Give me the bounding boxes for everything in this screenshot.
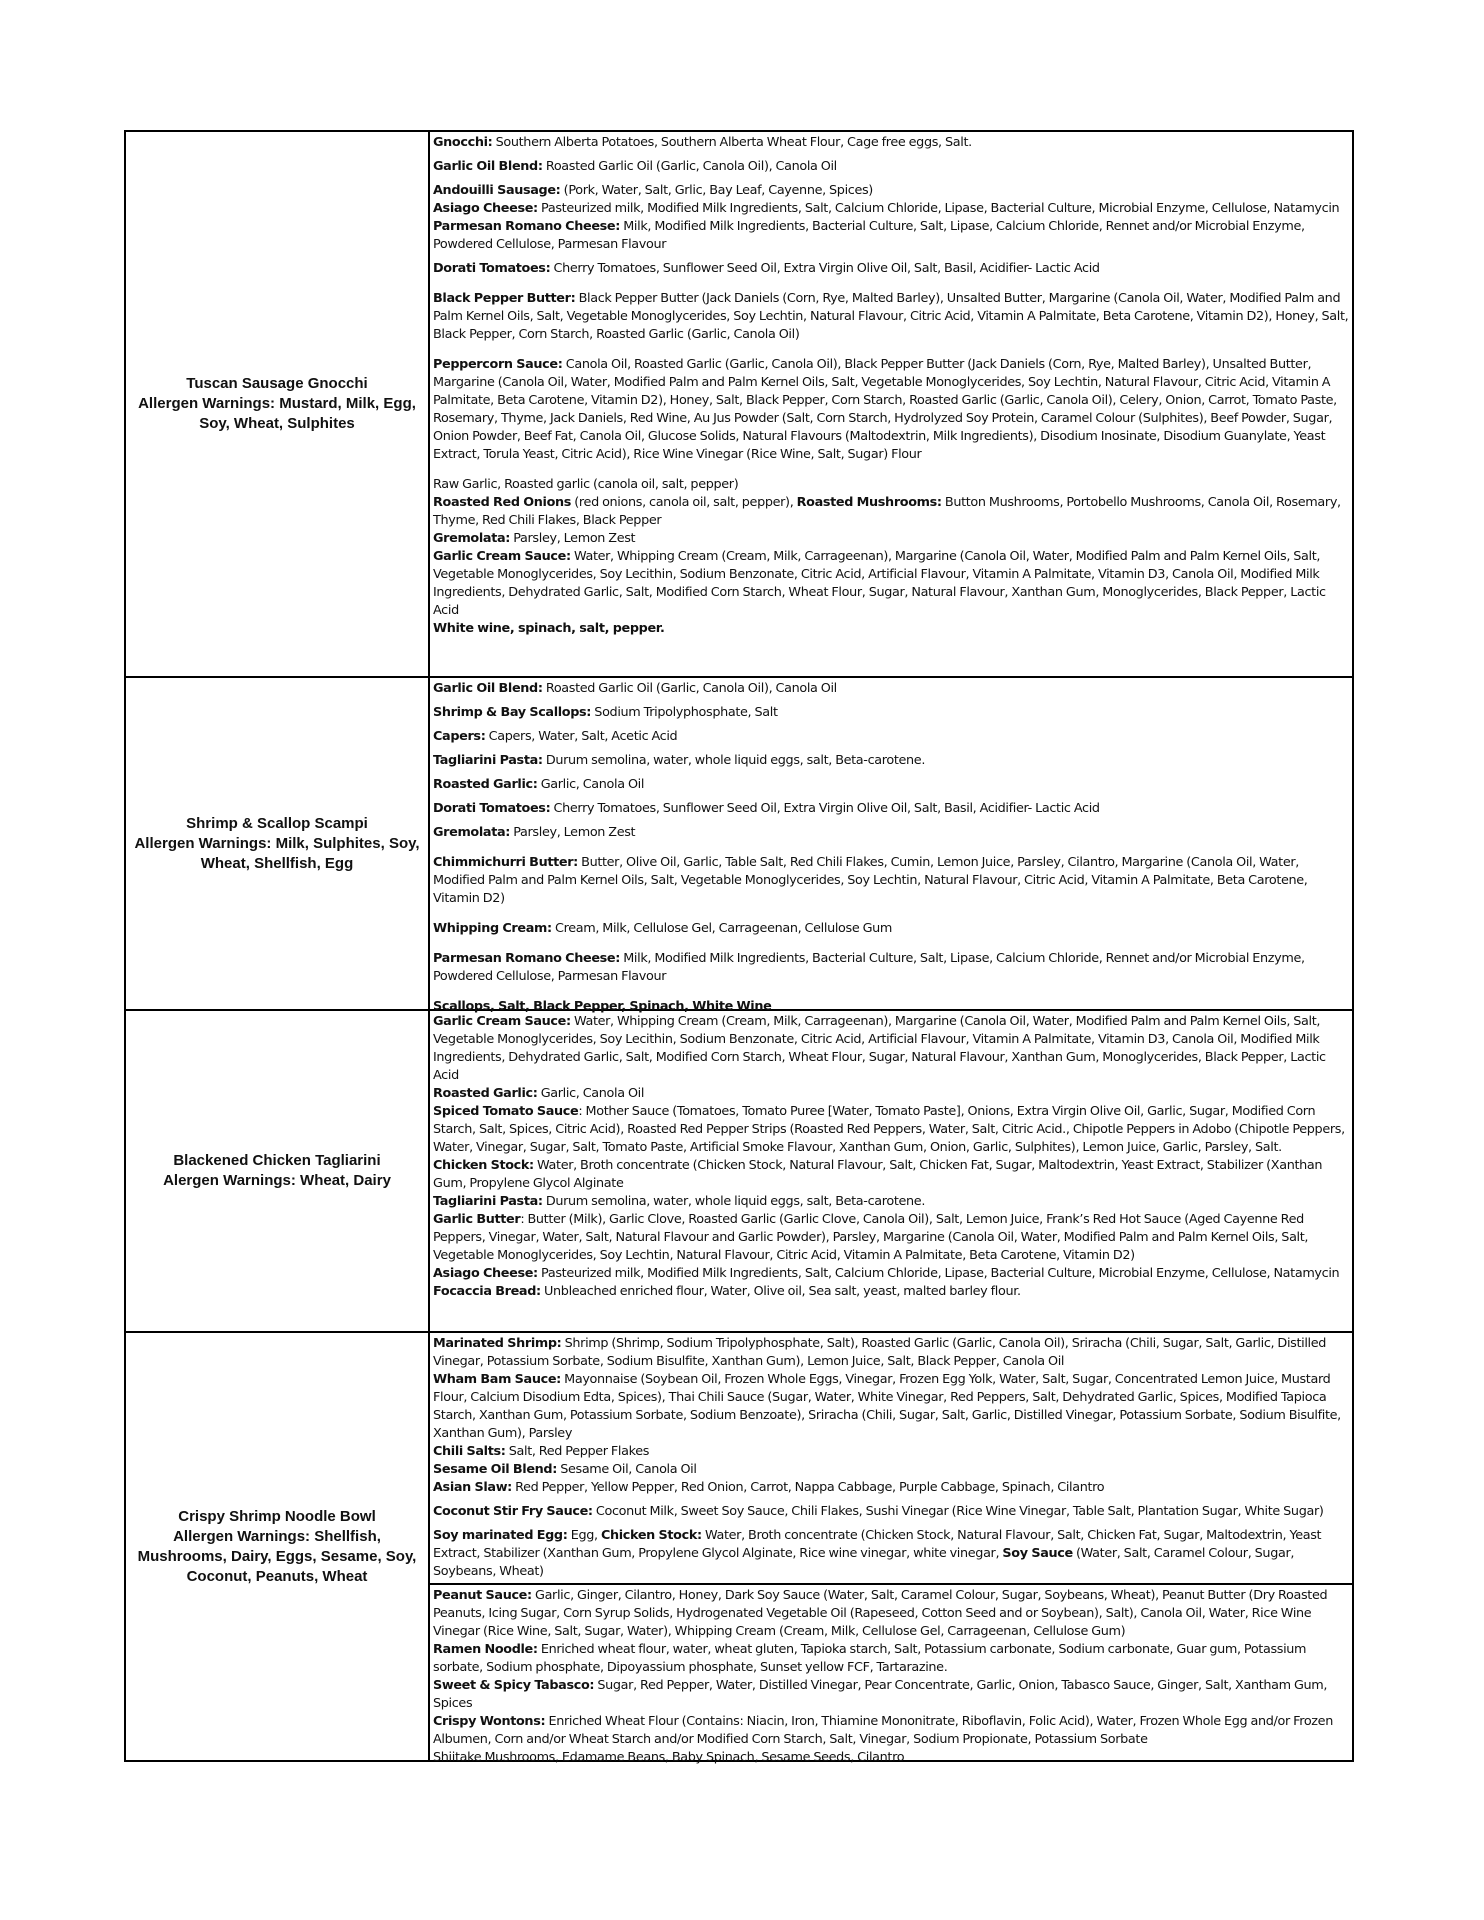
ingredient-text: Enriched wheat flour, water, wheat gluten, Tapioka starch, Salt, Potassium carbonate, Sodium carbonate, Guar gum, Potassium sorbate, Sodium phosphate, Dipoyassium phosphate, Sunset yellow FCF, Tartarazine. [433,1642,1307,1675]
ingredient-label: Scallops, Salt, Black Pepper, Spinach, White Wine [433,999,772,1014]
ingredient-label: Crispy Wontons: [433,1714,546,1729]
allergen-warnings: Allergen Warnings: Milk, Sulphites, Soy, Wheat, Shellfish, Egg [134,834,420,872]
ingredient-line [433,200,1350,218]
dish-cell [126,132,430,676]
ingredient-text: Egg, [567,1528,601,1543]
ingredient-line [433,1503,1350,1521]
ingredient-text: : Butter (Milk), Garlic Clove, Roasted Garlic (Garlic Clove, Canola Oil), Salt, Lemon Juice, Frank’s Red Hot Sauce (Aged Cayenne Red Peppers, Vinegar, Water, Salt, Natural Flavour and Garlic Powder), Parsley, Margarine (Canola Oil, Water, Modified Palm and Palm Kernel Oils, Salt, Vegetable Monoglycerides, Soy Lechtin, Natural Flavour, Citric Acid, Vitamin A Palmitate, Beta Carotene, Vitamin D2) [433,1212,1309,1263]
dish-cell [126,1011,430,1331]
ingredient-line [433,476,1350,494]
ingredient-text: Coconut Milk, Sweet Soy Sauce, Chili Flakes, Sushi Vinegar (Rice Wine Vinegar, Table Salt, Plantation Sugar, White Sugar) [592,1504,1324,1519]
ingredient-label: Soy Sauce [1002,1546,1073,1561]
ingredient-line [433,182,1350,200]
allergen-warnings: Alergen Warnings: Wheat, Dairy [163,1172,391,1189]
ingredient-text: (red onions, canola oil, salt, pepper), [571,495,797,510]
ingredient-text: Sesame Oil, Canola Oil [556,1462,697,1477]
ingredient-label: Black Pepper Butter: [433,291,576,306]
ingredient-line [433,1527,1350,1581]
allergen-warnings: Allergen Warnings: Mustard, Milk, Egg, Soy, Wheat, Sulphites [138,395,416,432]
ingredient-line [433,494,1350,530]
ingredient-text: Shiitake Mushrooms, Edamame Beans, Baby Spinach, Sesame Seeds, Cilantro [433,1750,905,1765]
ingredient-label: Roasted Garlic: [433,1086,538,1101]
ingredient-line [433,356,1350,464]
ingredient-text: Durum semolina, water, whole liquid eggs, salt, Beta-carotene. [542,1194,926,1209]
ingredient-label: Peanut Sauce: [433,1588,532,1603]
ingredient-line [433,950,1350,986]
ingredient-label: Chili Salts: [433,1444,506,1459]
ingredient-text: Roasted Garlic Oil (Garlic, Canola Oil), Canola Oil [542,681,837,696]
ingredient-text: Garlic, Ginger, Cilantro, Honey, Dark Soy Sauce (Water, Salt, Caramel Colour, Sugar, Soybeans, Wheat), Peanut Butter (Dry Roasted Peanuts, Icing Sugar, Corn Syrup Solids, Hydrogenated Vegetable Oil (Rapeseed, Cotton Seed and or Soybean), Salt), Canola Oil, Water, Rice Wine Vinegar (Rice Wine, Salt, Sugar, Water), Whipping Cream (Cream, Milk, Cellulose Gel, Carrageenan, Cellulose Gum) [433,1588,1328,1639]
ingredient-text: Milk, Modified Milk Ingredients, Bacterial Culture, Salt, Lipase, Calcium Chloride, Rennet and/or Microbial Enzyme, Powdered Cellulose, Parmesan Flavour [433,219,1305,252]
ingredient-line [433,1085,1350,1103]
ingredient-label: Roasted Mushrooms: [796,495,942,510]
ingredient-label: Focaccia Bread: [433,1284,541,1299]
ingredient-line [433,1713,1350,1749]
ingredient-line [433,728,1350,746]
allergen-warnings: Allergen Warnings: Shellfish, Mushrooms, Dairy, Eggs, Sesame, Soy, Coconut, Peanuts, Wheat [137,1527,417,1585]
dish-name: Shrimp & Scallop Scampi [186,814,368,832]
ingredient-text: : Mother Sauce (Tomatoes, Tomato Puree [Water, Tomato Paste], Onions, Extra Virgin Olive Oil, Garlic, Sugar, Modified Corn Starch, Salt, Spices, Citric Acid), Roasted Red Pepper Strips (Roasted Red Peppers, Water, Salt, Citric Acid., Chipotle Peppers in Adobo (Chipotle Peppers, Water, Vinegar, Sugar, Salt, Tomato Paste, Artificial Smoke Flavour, Xanthan Gum, Onion, Garlic, Sulphites), Lemon Juice, Garlic, Parsley, Salt. [433,1104,1345,1155]
ingredient-text: (Water, Salt, Caramel Colour, Sugar, Soybeans, Wheat) [433,1546,1295,1579]
ingredient-label: Roasted Red Onions [433,495,572,510]
ingredient-label: Coconut Stir Fry Sauce: [433,1504,593,1519]
ingredient-text: Raw Garlic, Roasted garlic (canola oil, salt, pepper) [433,477,739,492]
ingredient-text: Capers, Water, Salt, Acetic Acid [485,729,678,744]
ingredient-label: Parmesan Romano Cheese: [433,219,621,234]
ingredient-line [433,854,1350,908]
dish-name: Tuscan Sausage Gnocchi [186,375,368,392]
ingredient-text: Water, Broth concentrate (Chicken Stock, Natural Flavour, Salt, Chicken Fat, Sugar, Maltodextrin, Yeast Extract, Stabilizer (Xanthan Gum, Propylene Glycol Alginate, Rice wine vinegar, white vinegar, [433,1528,1322,1561]
ingredient-text: Red Pepper, Yellow Pepper, Red Onion, Carrot, Nappa Cabbage, Purple Cabbage, Spinach, Cilantro [511,1480,1105,1495]
ingredient-label: Asiago Cheese: [433,1266,538,1281]
ingredient-text: Garlic, Canola Oil [537,1086,645,1101]
ingredient-label: Sweet & Spicy Tabasco: [433,1678,595,1693]
ingredient-text: Sugar, Red Pepper, Water, Distilled Vinegar, Pear Concentrate, Garlic, Onion, Tabasco Sauce, Ginger, Salt, Xantham Gum, Spices [433,1678,1328,1711]
ingredient-line [433,800,1350,818]
ingredient-line [433,1211,1350,1265]
ingredient-line [433,1443,1350,1461]
ingredient-label: Gnocchi: [433,135,493,150]
ingredient-line [433,1283,1350,1301]
table-row [126,1333,1352,1765]
ingredient-label: Chicken Stock: [433,1158,534,1173]
ingredient-line [433,158,1350,176]
ingredient-line [433,1335,1350,1371]
ingredient-label: Dorati Tomatoes: [433,801,551,816]
ingredient-line [433,218,1350,254]
table-row [126,678,1352,1014]
ingredient-line [433,1371,1350,1443]
ingredient-label: Gremolata: [433,531,511,546]
ingredient-label: Dorati Tomatoes: [433,261,551,276]
ingredient-text: Durum semolina, water, whole liquid eggs, salt, Beta-carotene. [542,753,926,768]
ingredient-text: Shrimp (Shrimp, Sodium Tripolyphosphate, Salt), Roasted Garlic (Garlic, Canola Oil), Sriracha (Chili, Sugar, Salt, Garlic, Distilled Vinegar, Potassium Sorbate, Sodium Bisulfite, Xanthan Gum), Lemon Juice, Salt, Black Pepper, Canola Oil [433,1336,1327,1369]
dish-name: Crispy Shrimp Noodle Bowl [178,1507,376,1525]
dish-name: Blackened Chicken Tagliarini [173,1152,381,1169]
ingredient-line [433,260,1350,278]
ingredient-text: Mayonnaise (Soybean Oil, Frozen Whole Eggs, Vinegar, Frozen Egg Yolk, Water, Salt, Sugar, Concentrated Lemon Juice, Mustard Flour, Calcium Disodium Edta, Spices), Thai Chili Sauce (Sugar, Water, White Vinegar, Red Peppers, Salt, Dehydrated Garlic, Spices, Modified Tapioca Starch, Xanthan Gum, Potassium Sorbate, Sodium Benzoate), Sriracha (Chili, Sugar, Salt, Garlic, Distilled Vinegar, Potassium Sorbate, Sodium Bisulfite, Xanthan Gum), Parsley [433,1372,1341,1441]
ingredients-cell [430,1333,1352,1765]
table-row [126,132,1352,678]
ingredient-label: Tagliarini Pasta: [433,1194,543,1209]
ingredient-text: Button Mushrooms, Portobello Mushrooms, Canola Oil, Rosemary, Thyme, Red Chili Flakes, Black Pepper [433,495,1341,528]
ingredient-text: (Pork, Water, Salt, Grlic, Bay Leaf, Cayenne, Spices) [560,183,873,198]
table-row [126,1011,1352,1333]
ingredient-label: Gremolata: [433,825,511,840]
ingredients-cell [430,132,1352,676]
ingredient-label: Garlic Oil Blend: [433,681,543,696]
ingredient-text: Salt, Red Pepper Flakes [505,1444,650,1459]
ingredient-text: Unbleached enriched flour, Water, Olive oil, Sea salt, yeast, malted barley flour. [540,1284,1021,1299]
ingredient-text: Southern Alberta Potatoes, Southern Alberta Wheat Flour, Cage free eggs, Salt. [492,135,972,150]
ingredient-line [433,1103,1350,1157]
ingredient-line [433,920,1350,938]
ingredient-text: Roasted Garlic Oil (Garlic, Canola Oil), Canola Oil [542,159,837,174]
ingredient-label: Roasted Garlic: [433,777,538,792]
ingredient-line [433,1587,1350,1641]
ingredient-line [433,776,1350,794]
ingredient-label: Shrimp & Bay Scallops: [433,705,592,720]
ingredient-text: Cherry Tomatoes, Sunflower Seed Oil, Extra Virgin Olive Oil, Salt, Basil, Acidifier- Lactic Acid [550,261,1100,276]
allergen-table [124,130,1354,1765]
ingredient-text: Butter, Olive Oil, Garlic, Table Salt, Red Chili Flakes, Cumin, Lemon Juice, Parsley, Cilantro, Margarine (Canola Oil, Water, Modified Palm and Palm Kernel Oils, Salt, Vegetable Monoglycerides, Soy Lechtin, Natural Flavour, Citric Acid, Vitamin A Palmitate, Beta Carotene, Vitamin D2) [433,855,1308,906]
ingredient-label: Garlic Butter [433,1212,521,1227]
ingredient-label: Soy marinated Egg: [433,1528,568,1543]
ingredient-line [433,1461,1350,1479]
ingredient-label: Capers: [433,729,486,744]
ingredient-text: Cream, Milk, Cellulose Gel, Carrageenan, Cellulose Gum [551,921,893,936]
ingredient-line [433,1193,1350,1211]
ingredients-cell [430,1011,1352,1331]
ingredients-subsection [430,1583,1352,1767]
ingredient-line [433,1749,1350,1767]
ingredient-text: Parsley, Lemon Zest [510,825,636,840]
ingredient-line [433,620,1350,638]
ingredient-text: Sodium Tripolyphosphate, Salt [591,705,778,720]
ingredient-label: Ramen Noodle: [433,1642,538,1657]
dish-cell [126,1333,430,1760]
ingredient-text: Milk, Modified Milk Ingredients, Bacterial Culture, Salt, Lipase, Calcium Chloride, Rennet and/or Microbial Enzyme, Powdered Cellulose, Parmesan Flavour [433,951,1305,984]
ingredient-label: Tagliarini Pasta: [433,753,543,768]
ingredient-label: Andouilli Sausage: [433,183,561,198]
ingredient-text: Enriched Wheat Flour (Contains: Niacin, Iron, Thiamine Mononitrate, Riboflavin, Folic Acid), Water, Frozen Whole Egg and/or Frozen Albumen, Corn and/or Wheat Starch and/or Modified Corn Starch, Salt, Vinegar, Sodium Propionate, Potassium Sorbate [433,1714,1333,1747]
ingredient-text: Cherry Tomatoes, Sunflower Seed Oil, Extra Virgin Olive Oil, Salt, Basil, Acidifier- Lactic Acid [550,801,1100,816]
ingredient-label: Sesame Oil Blend: [433,1462,557,1477]
ingredient-text: Canola Oil, Roasted Garlic (Garlic, Canola Oil), Black Pepper Butter (Jack Daniels (Corn, Rye, Malted Barley), Unsalted Butter, Margarine (Canola Oil, Water, Modified Palm and Palm Kernel Oils, Salt, Vegetable Monoglycerides, Soy Lechtin, Natural Flavour, Citric Acid, Vitamin A Palmitate, Beta Carotene, Vitamin D2), Honey, Salt, Black Pepper, Corn Starch, Roasted Garlic (Garlic, Canola Oil), Celery, Onion, Carrot, Tomato Paste, Rosemary, Thyme, Jack Daniels, Red Wine, Au Jus Powder (Salt, Corn Starch, Hydrolyzed Soy Protein, Caramel Colour (Sulphites), Beef Powder, Sugar, Onion Powder, Beef Fat, Canola Oil, Glucose Solids, Natural Flavours (Maltodextrin, Milk Ingredients), Disodium Inosinate, Disodium Guanylate, Yeast Extract, Torula Yeast, Citric Acid), Rice Wine Vinegar (Rice Wine, Salt, Sugar) Flour [433,357,1337,462]
ingredient-line [433,704,1350,722]
ingredient-label: Peppercorn Sauce: [433,357,563,372]
ingredient-text: Pasteurized milk, Modified Milk Ingredients, Salt, Calcium Chloride, Lipase, Bacterial Culture, Microbial Enzyme, Cellulose, Natamycin [537,1266,1340,1281]
ingredient-label: Asiago Cheese: [433,201,538,216]
ingredient-text: Water, Whipping Cream (Cream, Milk, Carrageenan), Margarine (Canola Oil, Water, Modified Palm and Palm Kernel Oils, Salt, Vegetable Monoglycerides, Soy Lecithin, Sodium Benzonate, Citric Acid, Artificial Flavour, Vitamin A Palmitate, Vitamin D3, Canola Oil, Modified Milk Ingredients, Dehydrated Garlic, Salt, Modified Corn Starch, Wheat Flour, Sugar, Natural Flavour, Xanthan Gum, Monoglycerides, Black Pepper, Lactic Acid [433,1014,1326,1083]
ingredient-label: Garlic Cream Sauce: [433,549,571,564]
ingredient-line [433,1479,1350,1497]
ingredient-text: Water, Whipping Cream (Cream, Milk, Carrageenan), Margarine (Canola Oil, Water, Modified Palm and Palm Kernel Oils, Salt, Vegetable Monoglycerides, Soy Lecithin, Sodium Benzonate, Citric Acid, Artificial Flavour, Vitamin A Palmitate, Vitamin D3, Canola Oil, Modified Milk Ingredients, Dehydrated Garlic, Salt, Modified Corn Starch, Wheat Flour, Sugar, Natural Flavour, Xanthan Gum, Monoglycerides, Black Pepper, Lactic Acid [433,549,1326,618]
ingredient-label: Asian Slaw: [433,1480,512,1495]
ingredient-label: White wine, spinach, salt, pepper. [433,621,665,636]
ingredient-line [433,134,1350,152]
ingredient-line [433,1641,1350,1677]
ingredient-text: Water, Broth concentrate (Chicken Stock, Natural Flavour, Salt, Chicken Fat, Sugar, Maltodextrin, Yeast Extract, Stabilizer (Xanthan Gum, Propylene Glycol Alginate [433,1158,1323,1191]
ingredient-label: Chimmichurri Butter: [433,855,578,870]
ingredient-label: Garlic Oil Blend: [433,159,543,174]
dish-cell [126,678,430,1009]
ingredient-line [433,752,1350,770]
ingredient-line [433,824,1350,842]
ingredients-cell [430,678,1352,1014]
ingredient-text: Garlic, Canola Oil [537,777,645,792]
ingredient-label: Chicken Stock: [600,1528,702,1543]
ingredient-label: Parmesan Romano Cheese: [433,951,621,966]
ingredient-label: Spiced Tomato Sauce [433,1104,579,1119]
ingredient-label: Wham Bam Sauce: [433,1372,561,1387]
ingredient-line [433,1157,1350,1193]
ingredient-text: Pasteurized milk, Modified Milk Ingredients, Salt, Calcium Chloride, Lipase, Bacterial Culture, Microbial Enzyme, Cellulose, Natamycin [537,201,1340,216]
ingredient-label: Marinated Shrimp: [433,1336,562,1351]
ingredient-line [433,1013,1350,1085]
ingredient-line [433,680,1350,698]
ingredient-text: Parsley, Lemon Zest [510,531,636,546]
ingredient-line [433,1265,1350,1283]
ingredient-label: Whipping Cream: [433,921,552,936]
ingredient-line [433,548,1350,620]
ingredient-line [433,290,1350,344]
ingredient-line [433,1677,1350,1713]
ingredient-label: Garlic Cream Sauce: [433,1014,571,1029]
ingredient-text: Black Pepper Butter (Jack Daniels (Corn, Rye, Malted Barley), Unsalted Butter, Margarine (Canola Oil, Water, Modified Palm and Palm Kernel Oils, Salt, Vegetable Monoglycerides, Soy Lechtin, Natural Flavour, Citric Acid, Vitamin A Palmitate, Beta Carotene, Vitamin D2), Honey, Salt, Black Pepper, Corn Starch, Roasted Garlic (Garlic, Canola Oil) [433,291,1349,342]
ingredient-line [433,530,1350,548]
